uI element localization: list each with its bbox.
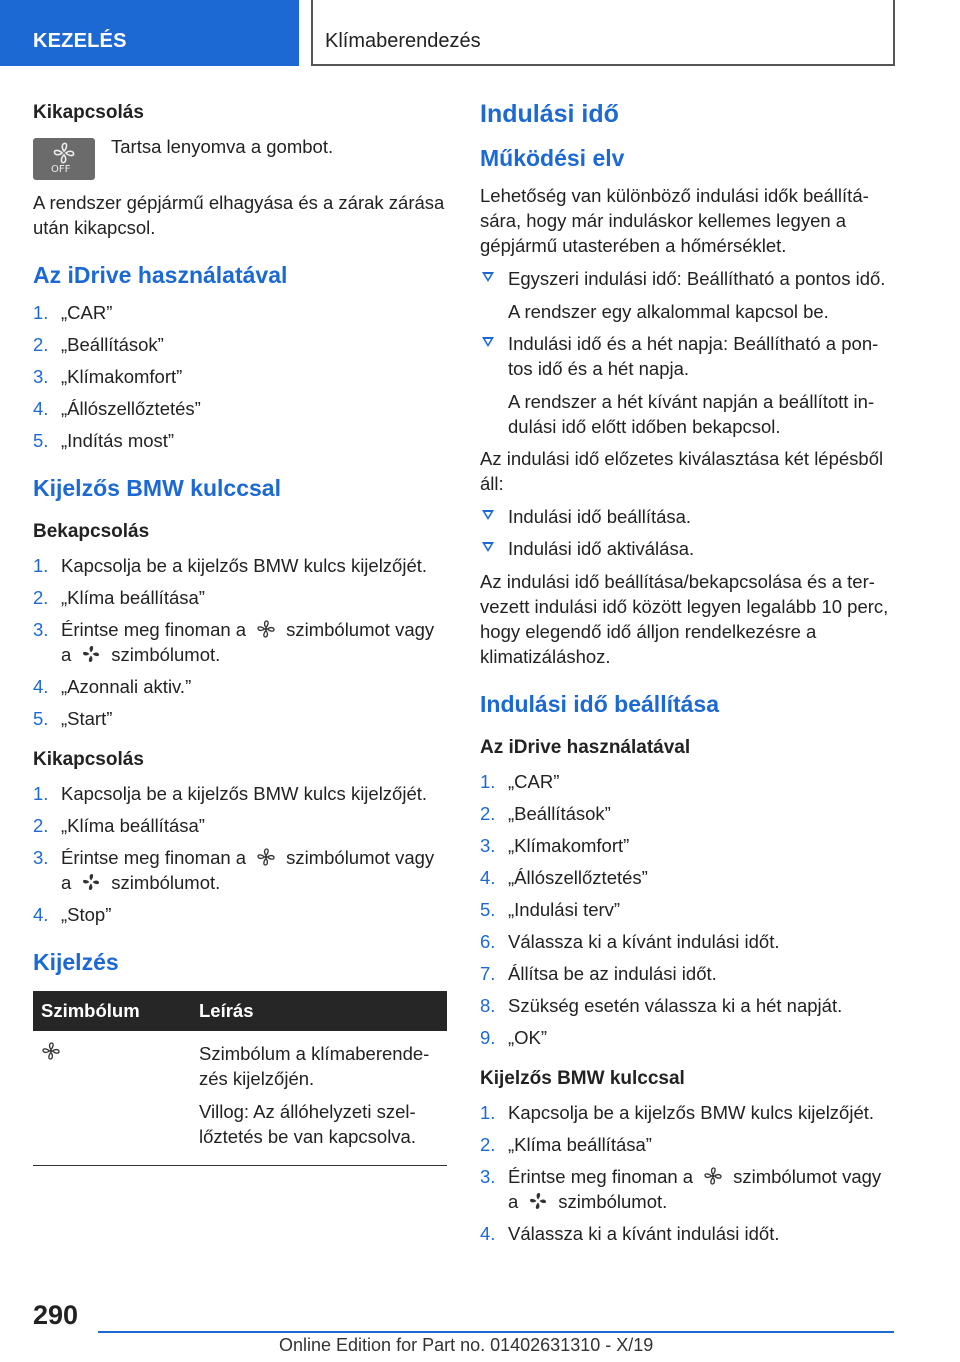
- idrive-heading: Az iDrive használatával: [33, 262, 288, 288]
- start-type-list-2: [480, 331, 896, 381]
- list-item: 1. „CAR”: [33, 302, 113, 323]
- left-column: [33, 100, 449, 1166]
- footer-divider: [98, 1331, 894, 1333]
- list-item: 5. „Indulási terv”: [480, 899, 621, 920]
- off2-steps: [33, 781, 449, 927]
- off2-heading: Kikapcsolás: [33, 749, 144, 770]
- chapter-title: Klímaberendezés: [325, 30, 481, 52]
- bullet2-note: A rendszer a hét kívánt napján a beállított indulási idő előtt időben bekapcsol.: [508, 391, 875, 437]
- table-desc-1: Szimbólum a klímaberendezés kijelzőjén.: [199, 1043, 430, 1089]
- list-item: 4. Válassza ki a kívánt indulási időt.: [480, 1223, 780, 1244]
- fan-filled-icon: [81, 644, 101, 664]
- list-item: 5. „Indítás most”: [33, 430, 175, 451]
- list-item: 3. „Klímakomfort”: [33, 366, 183, 387]
- list-item: 1. „CAR”: [480, 771, 560, 792]
- section-title: KEZELÉS: [33, 30, 127, 52]
- bullet1-note: A rendszer egy alkalommal kapcsol be.: [508, 301, 829, 322]
- fan-filled-icon: [528, 1191, 548, 1211]
- edition-text: Online Edition for Part no. 01402631310 - X/19: [279, 1335, 654, 1355]
- list-item: Egyszeri indulási idő: Beállítható a pontos idő.: [480, 266, 896, 291]
- list-item: 2. „Klíma beállítása”: [33, 815, 205, 836]
- list-item: 3. „Klímakomfort”: [480, 835, 630, 856]
- key-heading-right: Kijelzős BMW kulccsal: [480, 1068, 685, 1089]
- off-button-label: OFF: [51, 164, 71, 175]
- list-item: 3. Érintse meg finoman a szimbólumot vagy a szimbólumot.: [480, 1166, 882, 1212]
- preselect-text: Az indulási idő előzetes kiválasztása két lépésből áll:: [480, 448, 884, 494]
- list-item: 2. „Klíma beállítása”: [33, 587, 205, 608]
- fan-off-button-icon: [33, 138, 95, 180]
- list-item: 4. „Állószellőztetés”: [480, 867, 648, 888]
- list-item: 1. Kapcsolja be a kijelzős BMW kulcs kijelzőjét.: [33, 783, 428, 804]
- principle-heading: Működési elv: [480, 145, 625, 171]
- fan-outline-icon: [256, 847, 276, 867]
- key-heading: Kijelzős BMW kulccsal: [33, 475, 281, 501]
- table-desc-2: Villog: Az állóhelyzeti szellőztetés be van kapcsolva.: [199, 1101, 416, 1147]
- section-tab: [0, 0, 299, 66]
- set-steps: [480, 769, 896, 1050]
- principle-text: Lehetőség van különböző indulási idők beállítására, hogy már induláskor kellemes legyen a gépjármű utasterében a hőmérséklet.: [480, 185, 869, 256]
- list-item: 3. Érintse meg finoman a szimbólumot vagy a szimbólumot.: [33, 619, 435, 665]
- fan-filled-icon: [81, 872, 101, 892]
- list-item: 3. Érintse meg finoman a szimbólumot vagy a szimbólumot.: [33, 847, 435, 893]
- display-heading: Kijelzés: [33, 949, 119, 975]
- page-number: 290: [33, 1300, 79, 1330]
- right-column: [480, 100, 896, 1254]
- list-item: 2. „Klíma beállítása”: [480, 1134, 652, 1155]
- list-item: 2. „Beállítások”: [33, 334, 164, 355]
- on-heading: Bekapcsolás: [33, 521, 150, 542]
- list-item: 7. Állítsa be az indulási időt.: [480, 963, 717, 984]
- list-item: Indulási idő beállítása.: [480, 504, 896, 529]
- table-header-symbol: Szimbólum: [33, 991, 191, 1031]
- off-button-row: [33, 134, 449, 180]
- list-item: 2. „Beállítások”: [480, 803, 611, 824]
- list-item: 4. „Állószellőztetés”: [33, 398, 201, 419]
- page-header: [0, 0, 960, 66]
- idrive-heading-right: Az iDrive használatával: [480, 737, 691, 758]
- symbol-table: [33, 991, 447, 1166]
- off-instruction: Tartsa lenyomva a gombot.: [111, 136, 334, 157]
- page-title: Indulási idő: [480, 100, 619, 128]
- on-steps: [33, 553, 449, 731]
- fan-outline-icon: [256, 619, 276, 639]
- chapter-tab: [311, 0, 895, 66]
- idrive-steps: [33, 300, 449, 453]
- fan-outline-icon: [41, 1041, 61, 1061]
- fan-outline-icon: [703, 1166, 723, 1186]
- list-item: 4. „Azonnali aktiv.”: [33, 676, 192, 697]
- list-item: 1. Kapcsolja be a kijelzős BMW kulcs kijelzőjét.: [33, 555, 428, 576]
- list-item: Indulási idő aktiválása.: [480, 536, 896, 561]
- list-item: 4. „Stop”: [33, 904, 112, 925]
- off-heading: Kikapcsolás: [33, 102, 144, 123]
- list-item: 5. „Start”: [33, 708, 113, 729]
- table-row: [33, 1031, 447, 1166]
- list-item: Indulási idő és a hét napja: Beállítható a pontos idő és a hét napja.: [480, 331, 896, 381]
- gap-text: Az indulási idő beállítása/bekapcsolása és a tervezett indulási idő között legyen legalább 10 perc, hogy elegendő idő álljon rendelkezésre a klimatizáláshoz.: [480, 571, 889, 667]
- key-steps: [480, 1100, 896, 1246]
- start-type-list: [480, 266, 896, 291]
- list-item: 8. Szükség esetén válassza ki a hét napját.: [480, 995, 843, 1016]
- off-auto-text: A rendszer gépjármű elhagyása és a zárak zárása után kikapcsol.: [33, 192, 445, 238]
- list-item: 6. Válassza ki a kívánt indulási időt.: [480, 931, 780, 952]
- preselect-steps: [480, 504, 896, 561]
- table-header-description: Leírás: [191, 991, 447, 1031]
- list-item: 1. Kapcsolja be a kijelzős BMW kulcs kijelzőjét.: [480, 1102, 875, 1123]
- list-item: 9. „OK”: [480, 1027, 548, 1048]
- set-heading: Indulási idő beállítása: [480, 691, 720, 717]
